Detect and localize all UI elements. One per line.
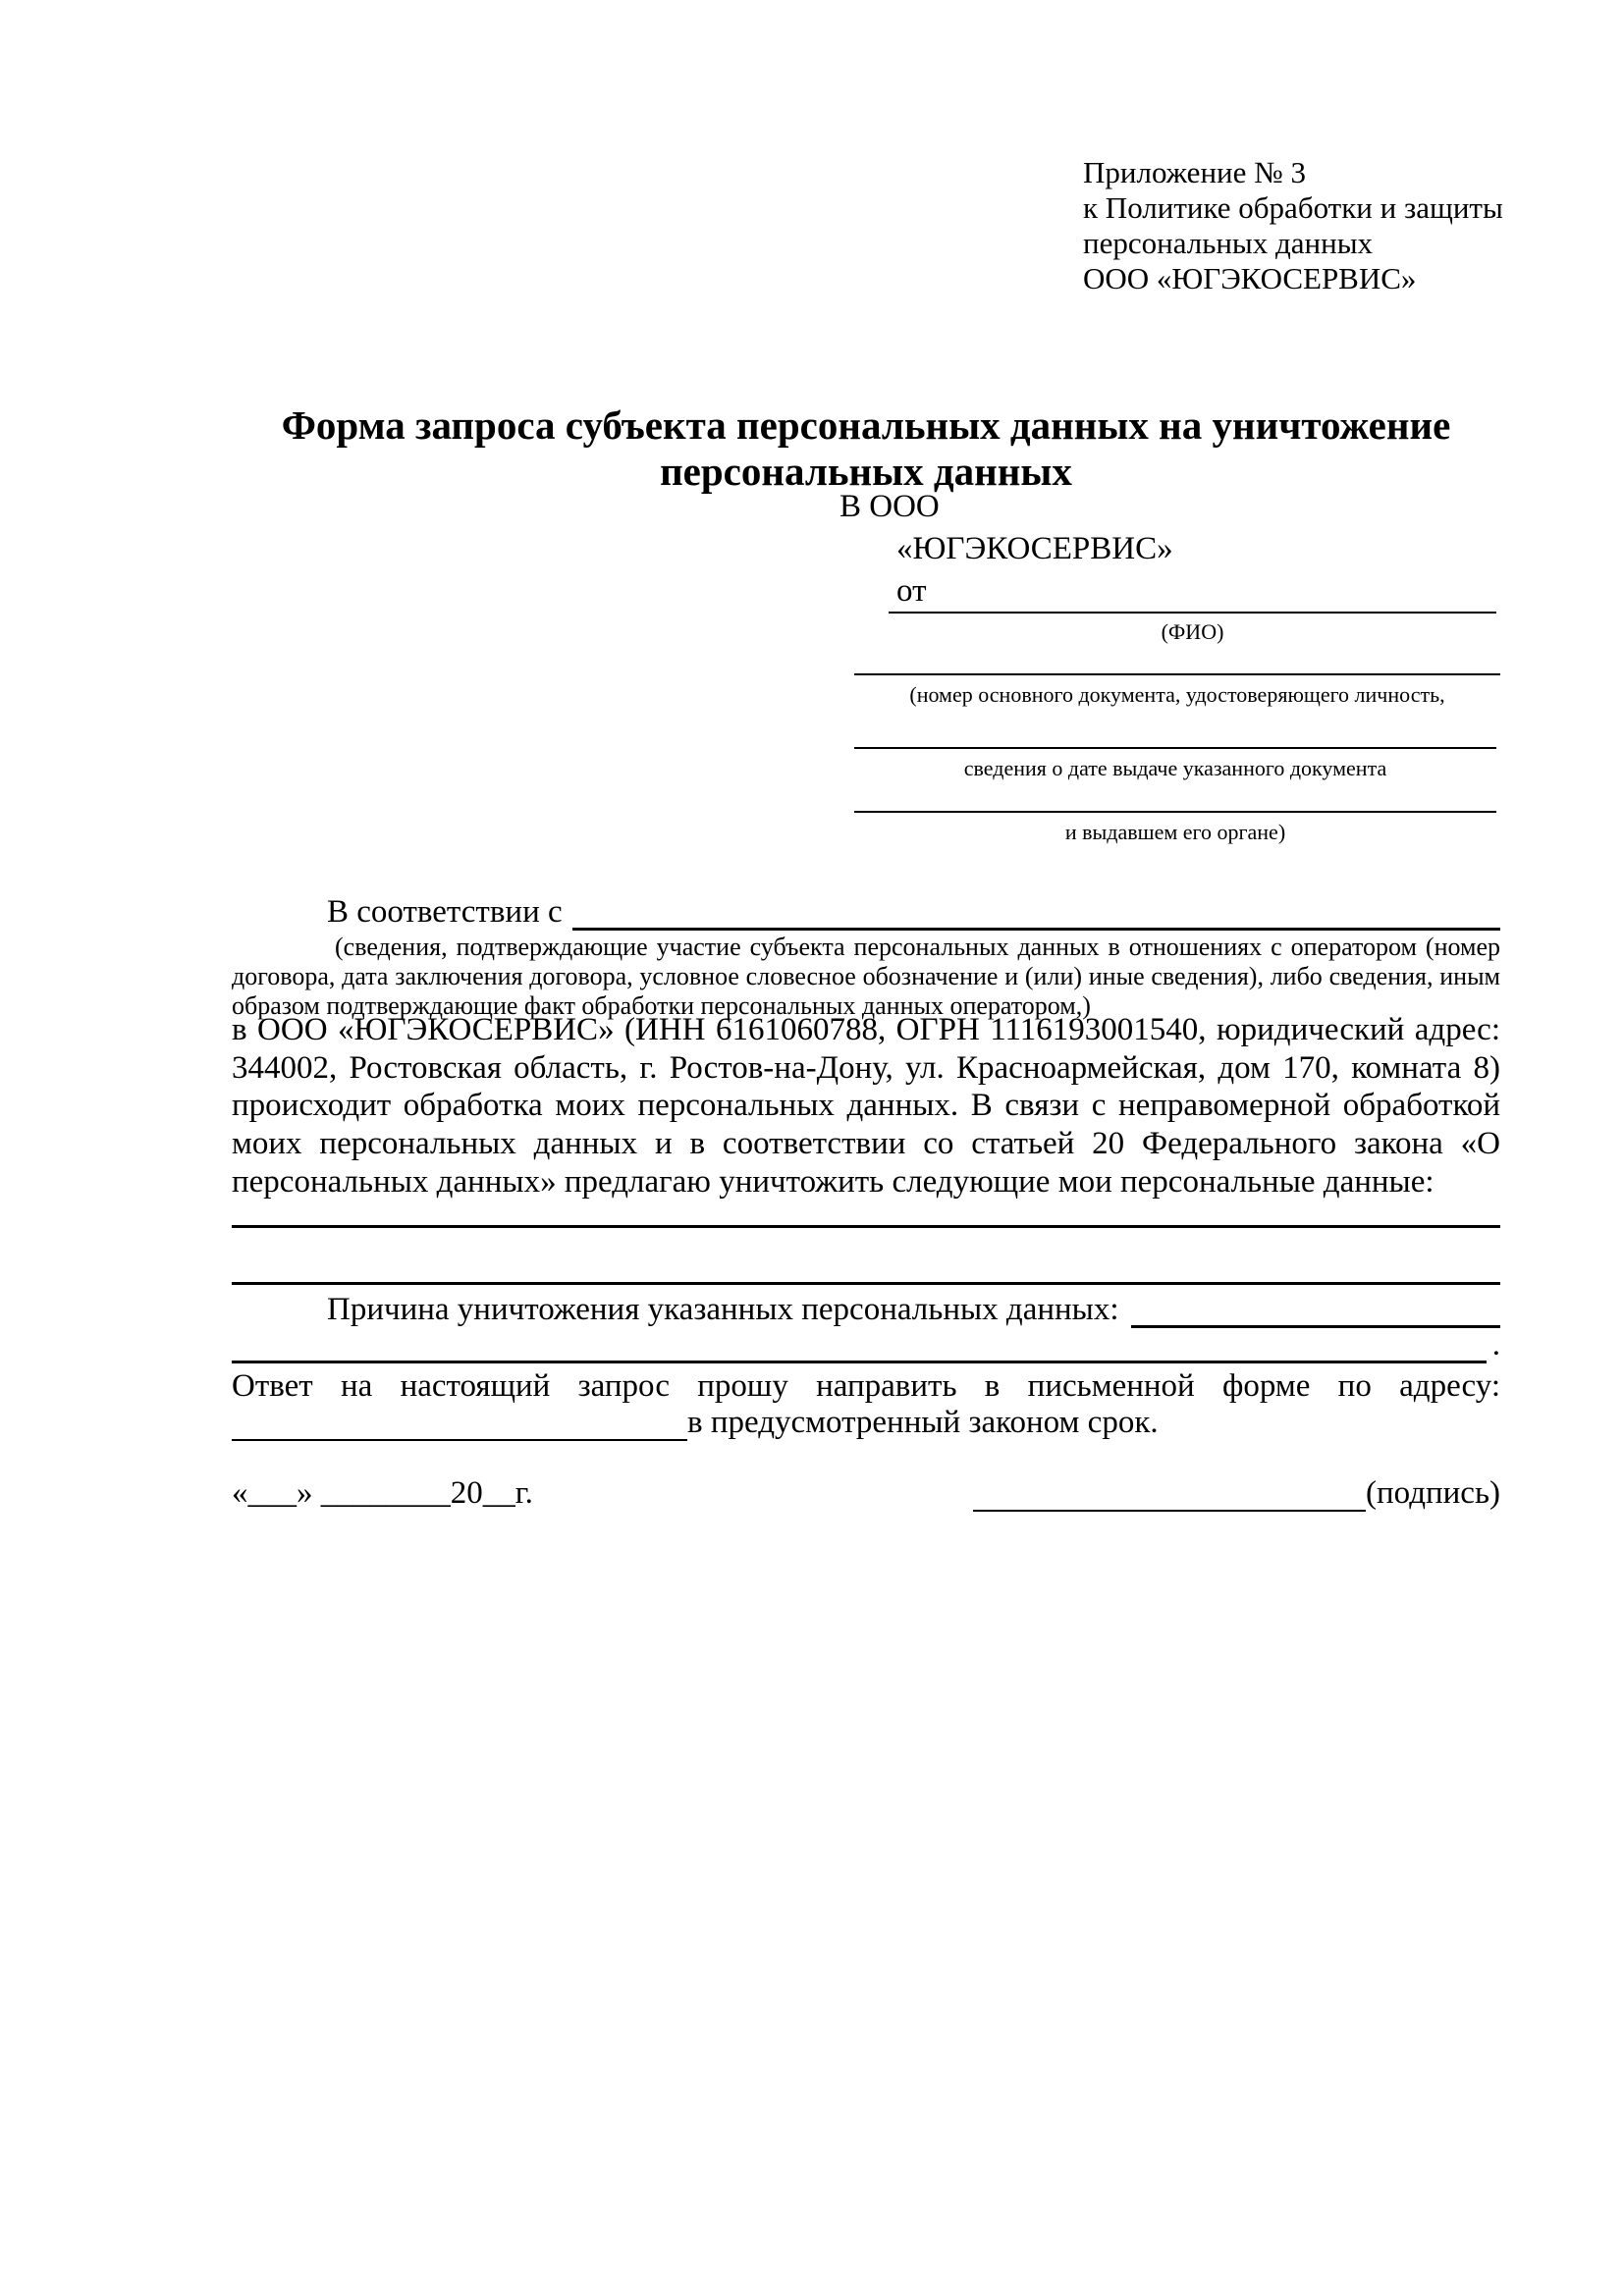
issue-date-caption: сведения о дате выдаче указанного документа bbox=[963, 756, 1387, 780]
fio-caption: (ФИО) bbox=[1161, 619, 1224, 644]
document-title-line2: персональных данных bbox=[660, 449, 1072, 494]
appendix-header bbox=[1083, 155, 1515, 296]
accordance-note: (сведения, подтверждающие участие субъекта персональных данных в отношениях с оператором (номер договора, дата заключения договора, условное словесное обозначение и (или) иные сведения), либо сведения, иным образом подтверждающие факт обработки персональных данных оператором,) bbox=[232, 933, 1500, 1020]
addressee-from-label: от bbox=[896, 573, 927, 609]
appendix-header-line: Приложение № 3 bbox=[1083, 155, 1306, 189]
document-title-line1: Форма запроса субъекта персональных данных на уничтожение bbox=[281, 402, 1451, 448]
document-number-caption: (номер основного документа, удостоверяющего личность, bbox=[909, 682, 1445, 707]
footer-row bbox=[232, 1472, 1500, 1512]
issuing-authority-blank-line bbox=[854, 811, 1496, 813]
data-blank-line-1 bbox=[232, 1225, 1500, 1228]
issuing-authority-caption: и выдавшем его органе) bbox=[1064, 820, 1286, 844]
signature-blank-line bbox=[973, 1472, 1366, 1512]
signature-caption: (подпись) bbox=[1366, 1475, 1500, 1511]
accordance-lead-text: В соответствии с bbox=[327, 894, 563, 930]
document-number-blank-line bbox=[854, 673, 1500, 675]
issue-date-blank-line bbox=[854, 747, 1496, 749]
data-blank-line-2 bbox=[232, 1282, 1500, 1285]
main-paragraph: в ООО «ЮГЭКОСЕРВИС» (ИНН 6161060788, ОГРН 1116193001540, юридический адрес: 344002, Ростовская область, г. Ростов-на-Дону, ул. Красноармейская, дом 170, комната 8) происходит обработка моих персональных данных. В связи с неправомерной обработкой моих персональных данных и в соответствии со статьей 20 Федерального закона «О персональных данных» предлагаю уничтожить следующие мои персональные данные: bbox=[232, 1012, 1500, 1200]
accordance-blank-line bbox=[572, 891, 1500, 931]
reason-lead-text: Причина уничтожения указанных персональных данных: bbox=[327, 1292, 1119, 1327]
reason-continuation-blank-line bbox=[232, 1328, 1487, 1363]
addressee-company-name: «ЮГЭКОСЕРВИС» bbox=[896, 531, 1173, 566]
appendix-header-line: к Политике обработки и защиты bbox=[1083, 190, 1503, 225]
fio-blank-line bbox=[889, 612, 1496, 614]
appendix-header-line: персональных данных bbox=[1083, 226, 1374, 260]
reason-period: . bbox=[1491, 1327, 1500, 1362]
document-title bbox=[232, 402, 1500, 495]
appendix-header-line: ООО «ЮГЭКОСЕРВИС» bbox=[1083, 261, 1417, 295]
reason-continuation-row bbox=[232, 1328, 1500, 1363]
reply-address-blank-line bbox=[232, 1404, 687, 1441]
reason-row bbox=[232, 1289, 1500, 1328]
reply-lead-paragraph: Ответ на настоящий запрос прошу направить в письменной форме по адресу: bbox=[232, 1368, 1500, 1404]
date-blank-text: «___» ________20__г. bbox=[232, 1475, 533, 1511]
reason-blank-line bbox=[1131, 1289, 1500, 1328]
reply-address-row bbox=[232, 1404, 1500, 1441]
accordance-row bbox=[232, 891, 1500, 931]
addressee-to-prefix: В ООО bbox=[839, 489, 940, 524]
reply-tail-text: в предусмотренный законом срок. bbox=[687, 1405, 1159, 1440]
